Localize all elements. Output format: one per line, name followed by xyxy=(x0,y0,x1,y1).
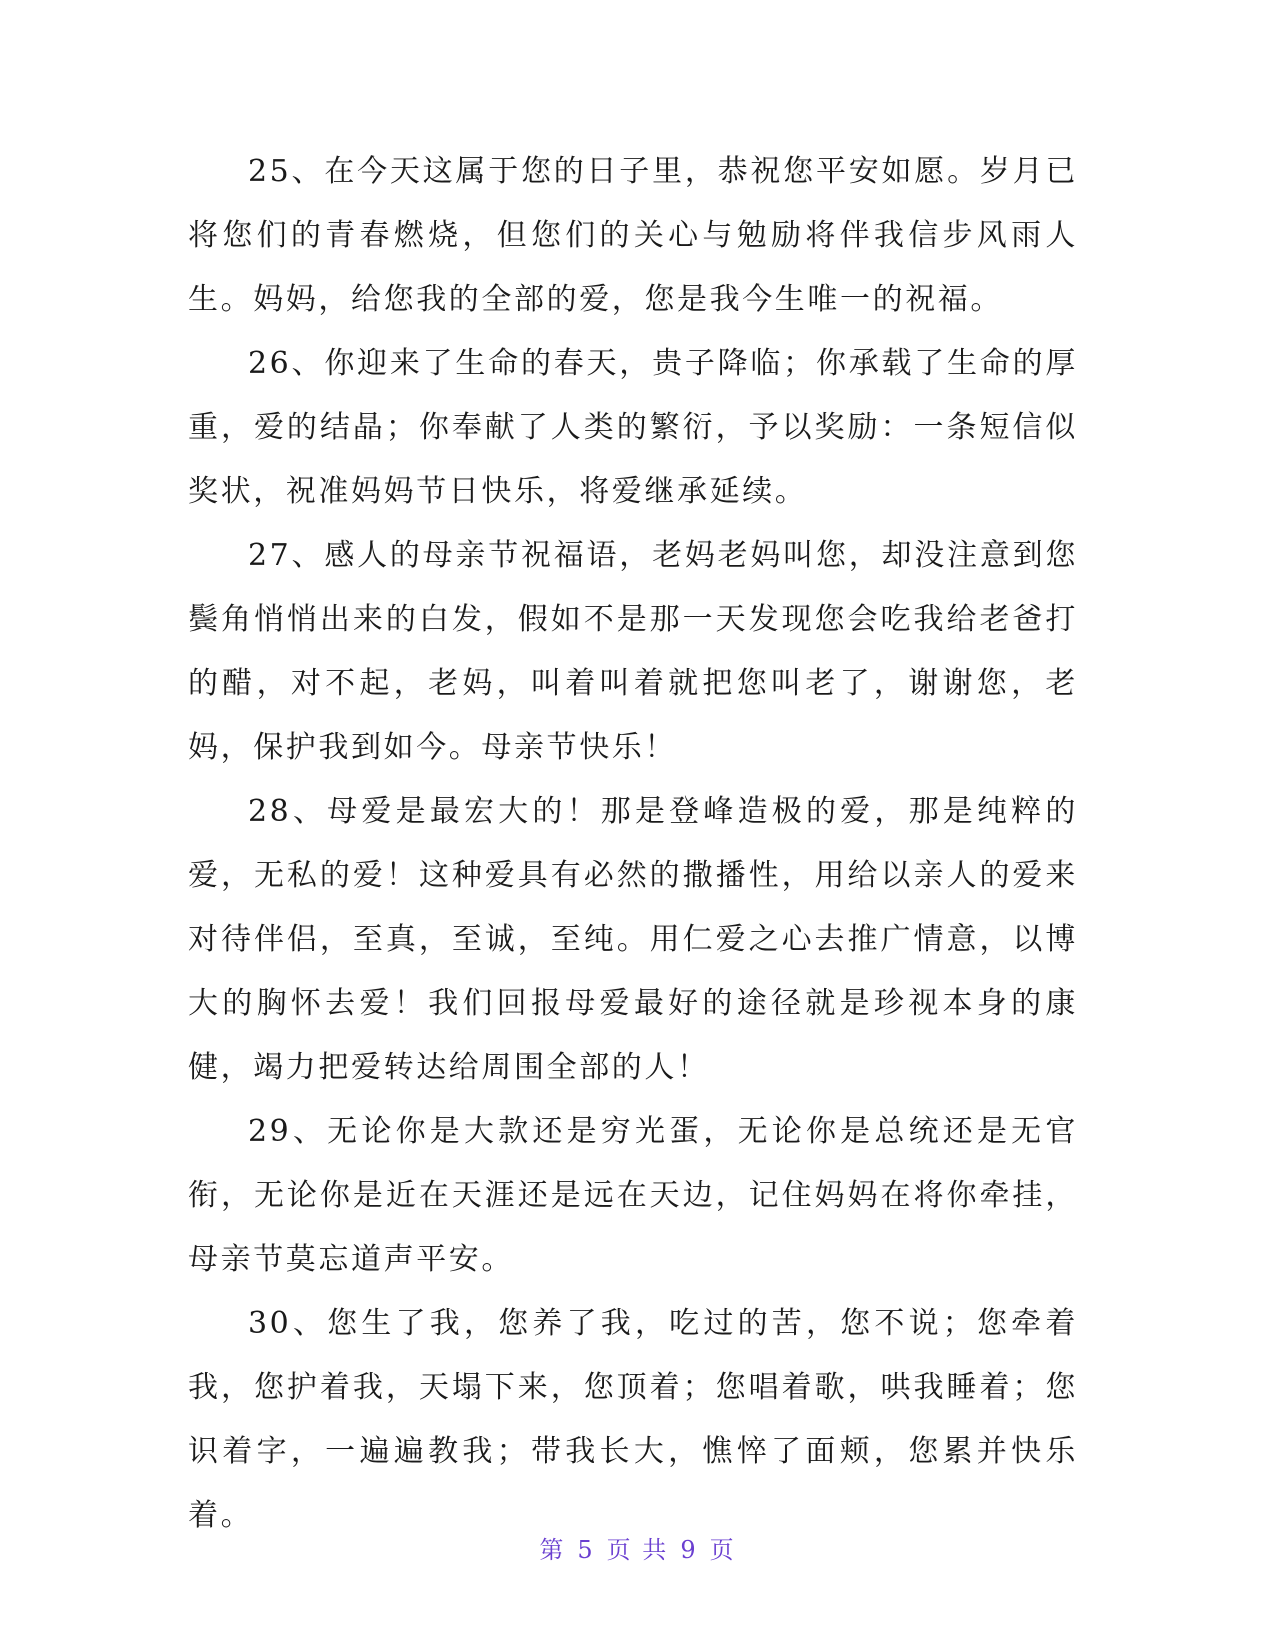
paragraph-29: 29、无论你是大款还是穷光蛋，无论你是总统还是无官衔，无论你是近在天涯还是远在天边，记住妈妈在将你牵挂，母亲节莫忘道声平安。 xyxy=(188,1114,1078,1277)
paragraph-25: 25、在今天这属于您的日子里，恭祝您平安如愿。岁月已将您们的青春燃烧，但您们的关心与勉励将伴我信步风雨人生。妈妈，给您我的全部的爱，您是我今生唯一的祝福。 xyxy=(188,154,1078,317)
page-label-prefix: 第 xyxy=(539,1536,566,1564)
current-page-number: 5 xyxy=(577,1536,595,1564)
total-pages-number: 9 xyxy=(680,1536,698,1564)
page-label-mid: 页 共 xyxy=(606,1536,669,1564)
page-number-footer xyxy=(0,1530,1275,1565)
page-label-suffix: 页 xyxy=(709,1536,736,1564)
paragraph-28: 28、母爱是最宏大的！那是登峰造极的爱，那是纯粹的爱，无私的爱！这种爱具有必然的撒播性，用给以亲人的爱来对待伴侣，至真，至诚，至纯。用仁爱之心去推广情意，以博大的胸怀去爱！我们回报母爱最好的途径就是珍视本身的康健，竭力把爱转达给周围全部的人！ xyxy=(188,794,1078,1085)
paragraph-27: 27、感人的母亲节祝福语，老妈老妈叫您，却没注意到您鬓角悄悄出来的白发，假如不是那一天发现您会吃我给老爸打的醋，对不起，老妈，叫着叫着就把您叫老了，谢谢您，老妈，保护我到如今。母亲节快乐！ xyxy=(188,538,1078,765)
document-body xyxy=(188,140,1078,1548)
paragraph-26: 26、你迎来了生命的春天，贵子降临；你承载了生命的厚重，爱的结晶；你奉献了人类的繁衍，予以奖励：一条短信似奖状，祝准妈妈节日快乐，将爱继承延续。 xyxy=(188,346,1078,509)
paragraph-30: 30、您生了我，您养了我，吃过的苦，您不说；您牵着我，您护着我，天塌下来，您顶着；您唱着歌，哄我睡着；您识着字，一遍遍教我；带我长大，憔悴了面颊，您累并快乐着。 xyxy=(188,1306,1078,1533)
